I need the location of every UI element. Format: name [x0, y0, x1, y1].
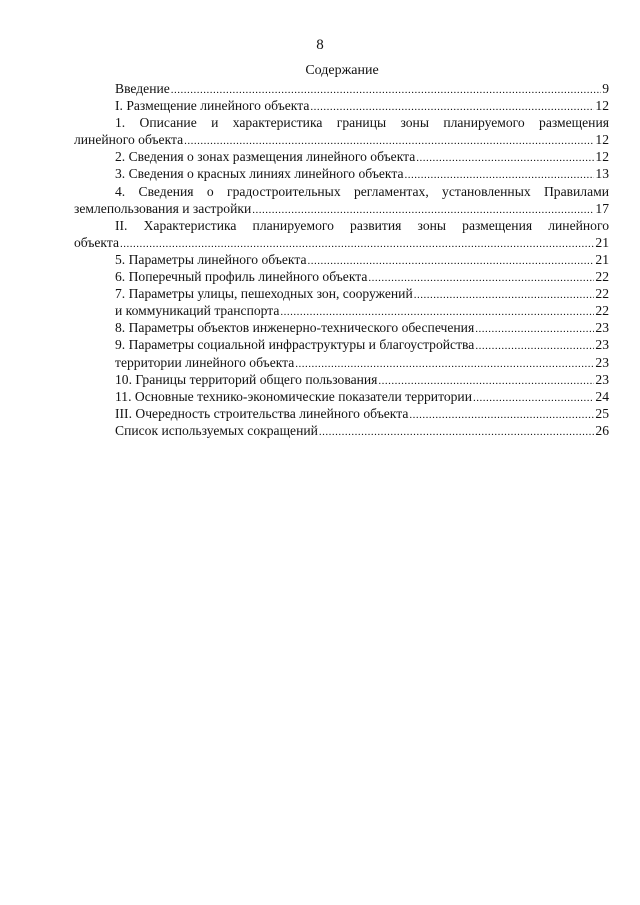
toc-entry-page: 13	[595, 166, 609, 182]
toc-entry-page: 12	[595, 132, 609, 148]
toc-entry-page: 26	[595, 422, 609, 438]
toc-entry	[74, 217, 609, 234]
toc-entry-text: 3. Сведения о красных линиях линейного объекта	[115, 166, 404, 182]
toc-entry	[74, 405, 609, 422]
toc-entry-text: 2. Сведения о зонах размещения линейного объекта	[115, 149, 416, 165]
toc-entry-text: 10. Границы территорий общего пользования	[115, 371, 378, 387]
toc-entry	[74, 354, 609, 371]
toc-entry-text: 6. Поперечный профиль линейного объекта	[115, 269, 368, 285]
toc-entry-text: 8. Параметры объектов инженерно-технического обеспечения	[115, 320, 475, 336]
toc-entry-page: 23	[595, 371, 609, 387]
toc-entry	[74, 131, 609, 148]
toc-leader-dots	[319, 424, 595, 439]
toc-entry-page: 23	[595, 354, 609, 370]
toc-entry	[74, 183, 609, 200]
toc-entry-page: 23	[595, 320, 609, 336]
toc-entry-text: линейного объекта	[74, 132, 184, 148]
toc-leader-dots	[308, 253, 595, 268]
toc-entry-page: 21	[595, 251, 609, 267]
toc-entry-page: 25	[595, 405, 609, 421]
toc-entry-page: 22	[595, 286, 609, 302]
toc-entry-text: и коммуникаций транспорта	[115, 303, 280, 319]
toc-entry-text: 5. Параметры линейного объекта	[115, 251, 307, 267]
toc-entry-text: землепользования и застройки	[74, 200, 252, 216]
toc-entry-page: 12	[595, 98, 609, 114]
toc-entry	[74, 302, 609, 319]
toc-entry-text: территории линейного объекта	[115, 354, 295, 370]
toc-leader-dots	[414, 287, 595, 302]
toc-entry-page: 22	[595, 303, 609, 319]
toc-entry-text: 4. Сведения о градостроительных регламентах, установленных Правилами	[115, 183, 609, 199]
toc-entry-text: 1. Описание и характеристика границы зоны планируемого размещения	[115, 115, 609, 131]
toc-entry-text: Введение	[115, 81, 170, 96]
toc-entry-text: объекта	[74, 234, 120, 250]
toc-entry-text: 9. Параметры социальной инфраструктуры и благоустройства	[115, 337, 475, 353]
toc-leader-dots	[416, 150, 594, 165]
toc-leader-dots	[368, 270, 594, 285]
toc-entry	[74, 165, 609, 182]
toc-leader-dots	[378, 373, 594, 388]
toc-entry	[74, 285, 609, 302]
toc-title: Содержание	[305, 63, 379, 78]
toc-leader-dots	[473, 390, 594, 405]
toc-entry	[74, 148, 609, 165]
toc-entry-page: 9	[602, 81, 609, 96]
toc-leader-dots	[475, 321, 594, 336]
toc-entry-page: 21	[595, 234, 609, 250]
toc-entry	[74, 422, 609, 439]
toc-entry	[74, 97, 609, 114]
toc-leader-dots	[184, 133, 594, 148]
toc-leader-dots	[252, 202, 594, 217]
toc-entry	[74, 114, 609, 131]
toc-entry	[74, 336, 609, 353]
toc-entry-text: III. Очередность строительства линейного объекта	[115, 405, 409, 421]
toc-entry-page: 23	[595, 337, 609, 353]
toc-entry-text: 7. Параметры улицы, пешеходных зон, сооружений	[115, 286, 413, 302]
toc-entry	[74, 388, 609, 405]
toc-entry	[74, 371, 609, 388]
toc-leader-dots	[120, 236, 594, 251]
toc-entry-text: Список используемых сокращений	[115, 422, 318, 438]
toc-entry-page: 22	[595, 269, 609, 285]
page-number: 8	[316, 37, 324, 53]
toc-entry-text: I. Размещение линейного объекта	[115, 98, 310, 114]
toc-entry-page: 12	[595, 149, 609, 165]
toc-entry-page: 24	[595, 388, 609, 404]
toc-leader-dots	[280, 304, 594, 319]
table-of-contents	[74, 80, 609, 439]
toc-entry	[74, 200, 609, 217]
toc-leader-dots	[409, 407, 594, 422]
toc-entry-text: II. Характеристика планируемого развития зоны размещения линейного	[115, 217, 609, 233]
toc-entry	[74, 80, 609, 97]
toc-entry	[74, 268, 609, 285]
toc-entry-text: 11. Основные технико-экономические показатели территории	[115, 388, 472, 404]
toc-leader-dots	[171, 82, 601, 97]
toc-entry-page: 17	[595, 200, 609, 216]
toc-leader-dots	[475, 338, 594, 353]
toc-entry	[74, 251, 609, 268]
toc-entry	[74, 234, 609, 251]
toc-leader-dots	[310, 99, 594, 114]
toc-leader-dots	[295, 356, 594, 371]
toc-leader-dots	[404, 167, 594, 182]
toc-entry	[74, 319, 609, 336]
